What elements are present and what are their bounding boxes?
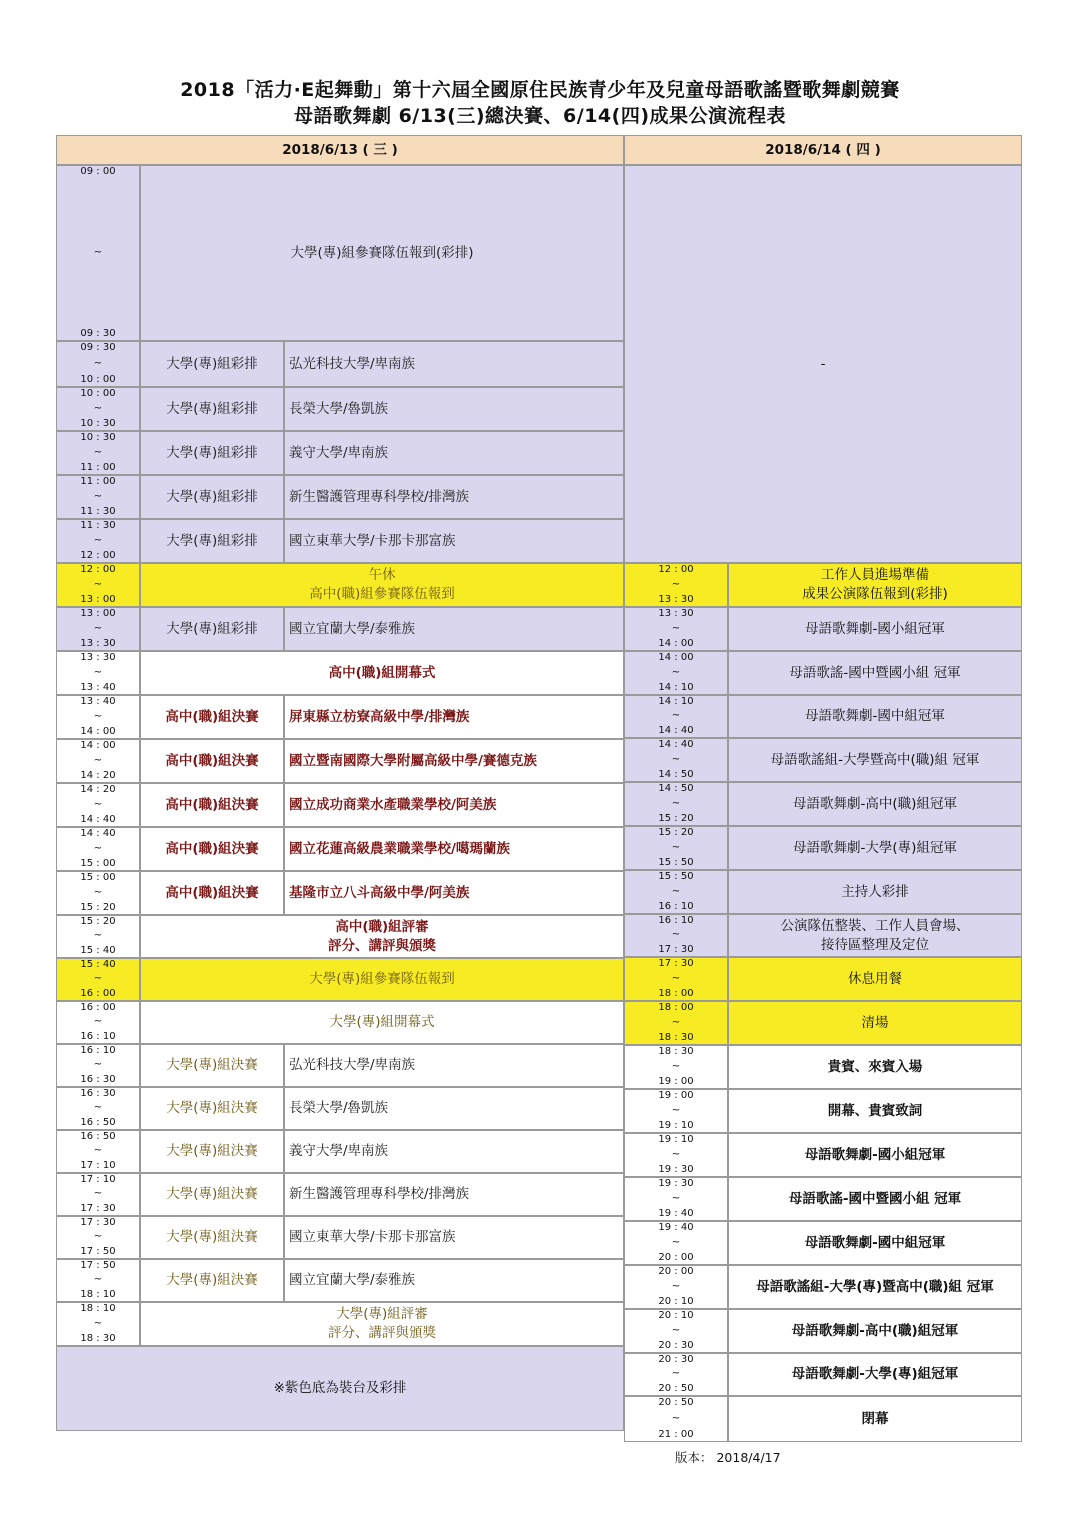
time-start: 18 : 00 [658,1002,694,1013]
time-end: 16 : 30 [80,1073,116,1085]
time-end: 21 : 00 [658,1428,694,1440]
time-tilde: ~ [671,1192,681,1204]
time-tilde: ~ [671,666,681,678]
time-end: 16 : 50 [80,1116,116,1128]
time-tilde: ~ [93,754,103,766]
day2-time-5 [624,782,728,826]
time-tilde: ~ [93,1317,103,1329]
time-end: 16 : 00 [80,987,116,999]
time-start: 19 : 40 [658,1222,694,1233]
day1-time-22 [56,1259,140,1302]
item-line-1: 公演隊伍整裝、工作人員會場、 [780,917,970,934]
time-start: 15 : 50 [658,871,694,882]
time-tilde: ~ [93,710,103,722]
day1-category-4: 大學(專)組彩排 [140,475,284,519]
day1-time-14 [56,915,140,958]
time-tilde: ~ [93,578,103,590]
day2-item-9: 休息用餐 [728,957,1022,1001]
day1-time-5 [56,519,140,563]
day1-category-5: 大學(專)組彩排 [140,519,284,563]
time-tilde: ~ [671,1104,681,1116]
time-start: 14 : 40 [80,828,116,839]
time-end: 17 : 30 [80,1202,116,1214]
time-tilde: ~ [93,930,103,942]
time-end: 14 : 20 [80,769,116,781]
day1-item-6 [140,563,624,607]
time-end: 14 : 00 [80,725,116,737]
time-end: 18 : 10 [80,1288,116,1300]
time-tilde: ~ [671,1236,681,1248]
day1-time-6 [56,563,140,607]
day2-item-7: 主持人彩排 [728,870,1022,914]
day1-time-7 [56,607,140,651]
time-end: 18 : 30 [658,1031,694,1043]
time-tilde: ~ [671,1060,681,1072]
day1-category-7: 大學(專)組彩排 [140,607,284,651]
time-end: 20 : 00 [658,1251,694,1263]
day2-item-8 [728,914,1022,957]
day1-time-16 [56,1001,140,1044]
time-tilde: ~ [671,622,681,634]
time-start: 10 : 00 [80,388,116,399]
day2-item-2: 母語歌謠-國中暨國小組 冠軍 [728,651,1022,695]
time-tilde: ~ [93,886,103,898]
document-title: 2018「活力·E起舞動」第十六屆全國原住民族青少年及兒童母語歌謠暨歌舞劇競賽 [180,79,900,101]
time-end: 19 : 30 [658,1163,694,1175]
day2-time-0 [624,563,728,607]
day1-item-16: 大學(專)組開幕式 [140,1001,624,1044]
time-start: 09 : 00 [80,166,116,177]
time-start: 19 : 10 [658,1134,694,1145]
item-line-1: 工作人員進場準備 [821,567,929,584]
time-end: 15 : 20 [80,901,116,913]
time-start: 18 : 10 [80,1303,116,1314]
day2-time-17 [624,1309,728,1353]
time-end: 13 : 40 [80,681,116,693]
time-tilde: ~ [671,753,681,765]
time-tilde: ~ [93,666,103,678]
day1-time-12 [56,827,140,871]
day2-time-11 [624,1045,728,1089]
time-tilde: ~ [93,622,103,634]
day1-time-13 [56,871,140,915]
time-start: 16 : 10 [80,1045,116,1056]
time-start: 15 : 00 [80,872,116,883]
day1-header: 2018/6/13 ( 三 ) [56,135,624,165]
time-start: 14 : 00 [658,652,694,663]
day1-item-22: 國立宜蘭大學/泰雅族 [284,1259,624,1302]
time-end: 10 : 30 [80,417,116,429]
time-tilde: ~ [93,1102,103,1114]
time-tilde: ~ [93,842,103,854]
day1-time-18 [56,1087,140,1130]
day1-time-15 [56,958,140,1001]
time-end: 16 : 10 [80,1030,116,1042]
item-line-2: 成果公演隊伍報到(彩排) [802,586,948,602]
day1-item-14 [140,915,624,958]
time-end: 20 : 30 [658,1339,694,1351]
day2-item-13: 母語歌舞劇-國小組冠軍 [728,1133,1022,1177]
day2-item-4: 母語歌謠組-大學暨高中(職)組 冠軍 [728,738,1022,782]
time-start: 15 : 20 [658,827,694,838]
day1-item-18: 長榮大學/魯凱族 [284,1087,624,1130]
time-start: 13 : 30 [658,608,694,619]
day1-category-12: 高中(職)組決賽 [140,827,284,871]
time-start: 14 : 10 [658,696,694,707]
day2-time-12 [624,1089,728,1133]
day2-item-10: 清場 [728,1001,1022,1045]
time-start: 16 : 50 [80,1131,116,1142]
day1-category-3: 大學(專)組彩排 [140,431,284,475]
time-tilde: ~ [93,534,103,546]
day1-time-10 [56,739,140,783]
time-start: 14 : 50 [658,783,694,794]
day2-time-13 [624,1133,728,1177]
day2-item-17: 母語歌舞劇-高中(職)組冠軍 [728,1309,1022,1353]
time-end: 18 : 00 [658,987,694,999]
day2-item-1: 母語歌舞劇-國小組冠軍 [728,607,1022,651]
time-tilde: ~ [671,1324,681,1336]
item-line-1: 午休 [368,567,396,584]
day2-header: 2018/6/14 ( 四 ) [624,135,1022,165]
time-tilde: ~ [93,1059,103,1071]
day1-item-20: 新生醫護管理專科學校/排灣族 [284,1173,624,1216]
time-start: 11 : 30 [80,520,116,531]
item-line-1: 大學(專)組評審 [336,1306,428,1323]
time-tilde: ~ [93,490,103,502]
day1-time-23 [56,1302,140,1346]
day1-category-9: 高中(職)組決賽 [140,695,284,739]
time-start: 14 : 40 [658,739,694,750]
time-end: 12 : 00 [80,549,116,561]
day2-item-12: 開幕、貴賓致詞 [728,1089,1022,1133]
time-end: 14 : 40 [80,813,116,825]
day1-time-11 [56,783,140,827]
day1-item-15: 大學(專)組參賽隊伍報到 [140,958,624,1001]
time-start: 19 : 30 [658,1178,694,1189]
day2-item-6: 母語歌舞劇-大學(專)組冠軍 [728,826,1022,870]
day1-time-9 [56,695,140,739]
time-tilde: ~ [93,446,103,458]
day2-time-6 [624,826,728,870]
time-start: 16 : 00 [80,1002,116,1013]
time-tilde: ~ [93,1274,103,1286]
time-start: 17 : 30 [658,958,694,969]
time-tilde: ~ [93,973,103,985]
day2-time-8 [624,914,728,957]
time-tilde: ~ [671,929,681,941]
time-tilde: ~ [671,797,681,809]
time-end: 14 : 00 [658,637,694,649]
day2-time-16 [624,1265,728,1309]
day1-category-21: 大學(專)組決賽 [140,1216,284,1259]
time-start: 09 : 30 [80,342,116,353]
time-end: 09 : 30 [80,327,116,339]
time-end: 17 : 30 [658,943,694,955]
day1-category-10: 高中(職)組決賽 [140,739,284,783]
day1-time-17 [56,1044,140,1087]
day1-time-20 [56,1173,140,1216]
day1-item-21: 國立東華大學/卡那卡那富族 [284,1216,624,1259]
day2-item-14: 母語歌謠-國中暨國小組 冠軍 [728,1177,1022,1221]
time-start: 13 : 00 [80,608,116,619]
item-line-2: 高中(職)組參賽隊伍報到 [309,586,455,602]
time-start: 15 : 40 [80,959,116,970]
day2-time-4 [624,738,728,782]
time-tilde: ~ [671,885,681,897]
day1-item-17: 弘光科技大學/卑南族 [284,1044,624,1087]
time-start: 10 : 30 [80,432,116,443]
time-start: 17 : 50 [80,1260,116,1271]
time-end: 15 : 20 [658,812,694,824]
time-tilde: ~ [671,1368,681,1380]
time-start: 17 : 10 [80,1174,116,1185]
time-start: 14 : 20 [80,784,116,795]
day2-time-19 [624,1396,728,1442]
time-end: 17 : 50 [80,1245,116,1257]
time-end: 14 : 50 [658,768,694,780]
time-start: 18 : 30 [658,1046,694,1057]
time-start: 15 : 20 [80,916,116,927]
time-tilde: ~ [93,798,103,810]
time-tilde: ~ [93,357,103,369]
day1-time-1 [56,341,140,387]
day2-item-5: 母語歌舞劇-高中(職)組冠軍 [728,782,1022,826]
item-line-2: 評分、講評與頒獎 [328,937,436,954]
time-tilde: ~ [671,578,681,590]
time-start: 14 : 00 [80,740,116,751]
day2-item-3: 母語歌舞劇-國中組冠軍 [728,695,1022,738]
time-tilde: ~ [93,1016,103,1028]
time-end: 11 : 30 [80,505,116,517]
time-end: 13 : 30 [658,593,694,605]
day2-time-10 [624,1001,728,1045]
day1-item-13: 基隆市立八斗高級中學/阿美族 [284,871,624,915]
time-start: 13 : 40 [80,696,116,707]
day1-item-2: 長榮大學/魯凱族 [284,387,624,431]
day1-item-1: 弘光科技大學/卑南族 [284,341,624,387]
day2-item-19: 閉幕 [728,1396,1022,1442]
day1-time-8 [56,651,140,695]
time-tilde: ~ [671,1412,681,1424]
time-end: 15 : 00 [80,857,116,869]
day1-category-13: 高中(職)組決賽 [140,871,284,915]
day1-category-19: 大學(專)組決賽 [140,1130,284,1173]
day1-time-0 [56,165,140,341]
time-end: 14 : 40 [658,724,694,736]
day2-item-15: 母語歌舞劇-國中組冠軍 [728,1221,1022,1265]
day1-time-2 [56,387,140,431]
day2-time-18 [624,1353,728,1396]
time-tilde: ~ [671,710,681,722]
time-tilde: ~ [93,1231,103,1243]
day2-time-3 [624,695,728,738]
time-start: 11 : 00 [80,476,116,487]
item-line-1: 高中(職)組評審 [335,918,429,935]
time-end: 19 : 10 [658,1119,694,1131]
day1-item-12: 國立花蓮高級農業職業學校/噶瑪蘭族 [284,827,624,871]
time-start: 20 : 10 [658,1310,694,1321]
day1-time-21 [56,1216,140,1259]
time-end: 11 : 00 [80,461,116,473]
item-line-2: 評分、講評與頒獎 [328,1325,436,1341]
day1-item-9: 屏東縣立枋寮高級中學/排灣族 [284,695,624,739]
day1-item-10: 國立暨南國際大學附屬高級中學/賽德克族 [284,739,624,783]
time-tilde: ~ [93,246,103,258]
time-end: 20 : 50 [658,1382,694,1394]
legend-note: ※紫色底為裝台及彩排 [56,1346,624,1431]
day2-item-16: 母語歌謠組-大學(專)暨高中(職)組 冠軍 [728,1265,1022,1309]
time-tilde: ~ [671,1016,681,1028]
day1-time-3 [56,431,140,475]
version-label: 版本： 2018/4/17 [675,1450,781,1465]
time-tilde: ~ [671,1148,681,1160]
day1-item-11: 國立成功商業水產職業學校/阿美族 [284,783,624,827]
day1-category-17: 大學(專)組決賽 [140,1044,284,1087]
day2-time-14 [624,1177,728,1221]
day1-item-3: 義守大學/卑南族 [284,431,624,475]
time-start: 16 : 10 [658,915,694,926]
time-end: 13 : 30 [80,637,116,649]
time-end: 15 : 50 [658,856,694,868]
time-end: 16 : 10 [658,900,694,912]
day2-item-11: 貴賓、來賓入場 [728,1045,1022,1089]
time-start: 20 : 30 [658,1354,694,1365]
day2-time-9 [624,957,728,1001]
schedule-table [56,135,1022,1440]
day2-time-2 [624,651,728,695]
time-tilde: ~ [93,1188,103,1200]
day1-item-5: 國立東華大學/卡那卡那富族 [284,519,624,563]
day2-item-0 [728,563,1022,607]
day1-category-2: 大學(專)組彩排 [140,387,284,431]
time-tilde: ~ [671,841,681,853]
day1-category-11: 高中(職)組決賽 [140,783,284,827]
day2-time-7 [624,870,728,914]
day1-item-19: 義守大學/卑南族 [284,1130,624,1173]
time-end: 19 : 40 [658,1207,694,1219]
time-end: 20 : 10 [658,1295,694,1307]
time-start: 13 : 30 [80,652,116,663]
day1-item-8: 高中(職)組開幕式 [140,651,624,695]
time-end: 17 : 10 [80,1159,116,1171]
day1-time-19 [56,1130,140,1173]
time-end: 18 : 30 [80,1332,116,1344]
day1-item-7: 國立宜蘭大學/泰雅族 [284,607,624,651]
time-end: 15 : 40 [80,944,116,956]
time-tilde: ~ [93,402,103,414]
day1-item-23 [140,1302,624,1346]
day2-morning-empty: - [624,165,1022,563]
time-start: 17 : 30 [80,1217,116,1228]
time-tilde: ~ [93,1145,103,1157]
time-start: 12 : 00 [658,564,694,575]
day1-time-4 [56,475,140,519]
day1-item-4: 新生醫護管理專科學校/排灣族 [284,475,624,519]
time-start: 19 : 00 [658,1090,694,1101]
day2-item-18: 母語歌舞劇-大學(專)組冠軍 [728,1353,1022,1396]
day1-category-1: 大學(專)組彩排 [140,341,284,387]
day1-item-0: 大學(專)組參賽隊伍報到(彩排) [140,165,624,341]
time-end: 19 : 00 [658,1075,694,1087]
day2-time-15 [624,1221,728,1265]
document-subtitle: 母語歌舞劇 6/13(三)總決賽、6/14(四)成果公演流程表 [293,105,787,127]
time-tilde: ~ [671,972,681,984]
day1-category-18: 大學(專)組決賽 [140,1087,284,1130]
day1-category-22: 大學(專)組決賽 [140,1259,284,1302]
time-start: 16 : 30 [80,1088,116,1099]
day1-category-20: 大學(專)組決賽 [140,1173,284,1216]
item-line-2: 接待區整理及定位 [821,936,929,953]
time-start: 12 : 00 [80,564,116,575]
day2-time-1 [624,607,728,651]
time-start: 20 : 00 [658,1266,694,1277]
time-end: 10 : 00 [80,373,116,385]
time-end: 13 : 00 [80,593,116,605]
time-tilde: ~ [671,1280,681,1292]
time-end: 14 : 10 [658,681,694,693]
time-start: 20 : 50 [658,1397,694,1408]
